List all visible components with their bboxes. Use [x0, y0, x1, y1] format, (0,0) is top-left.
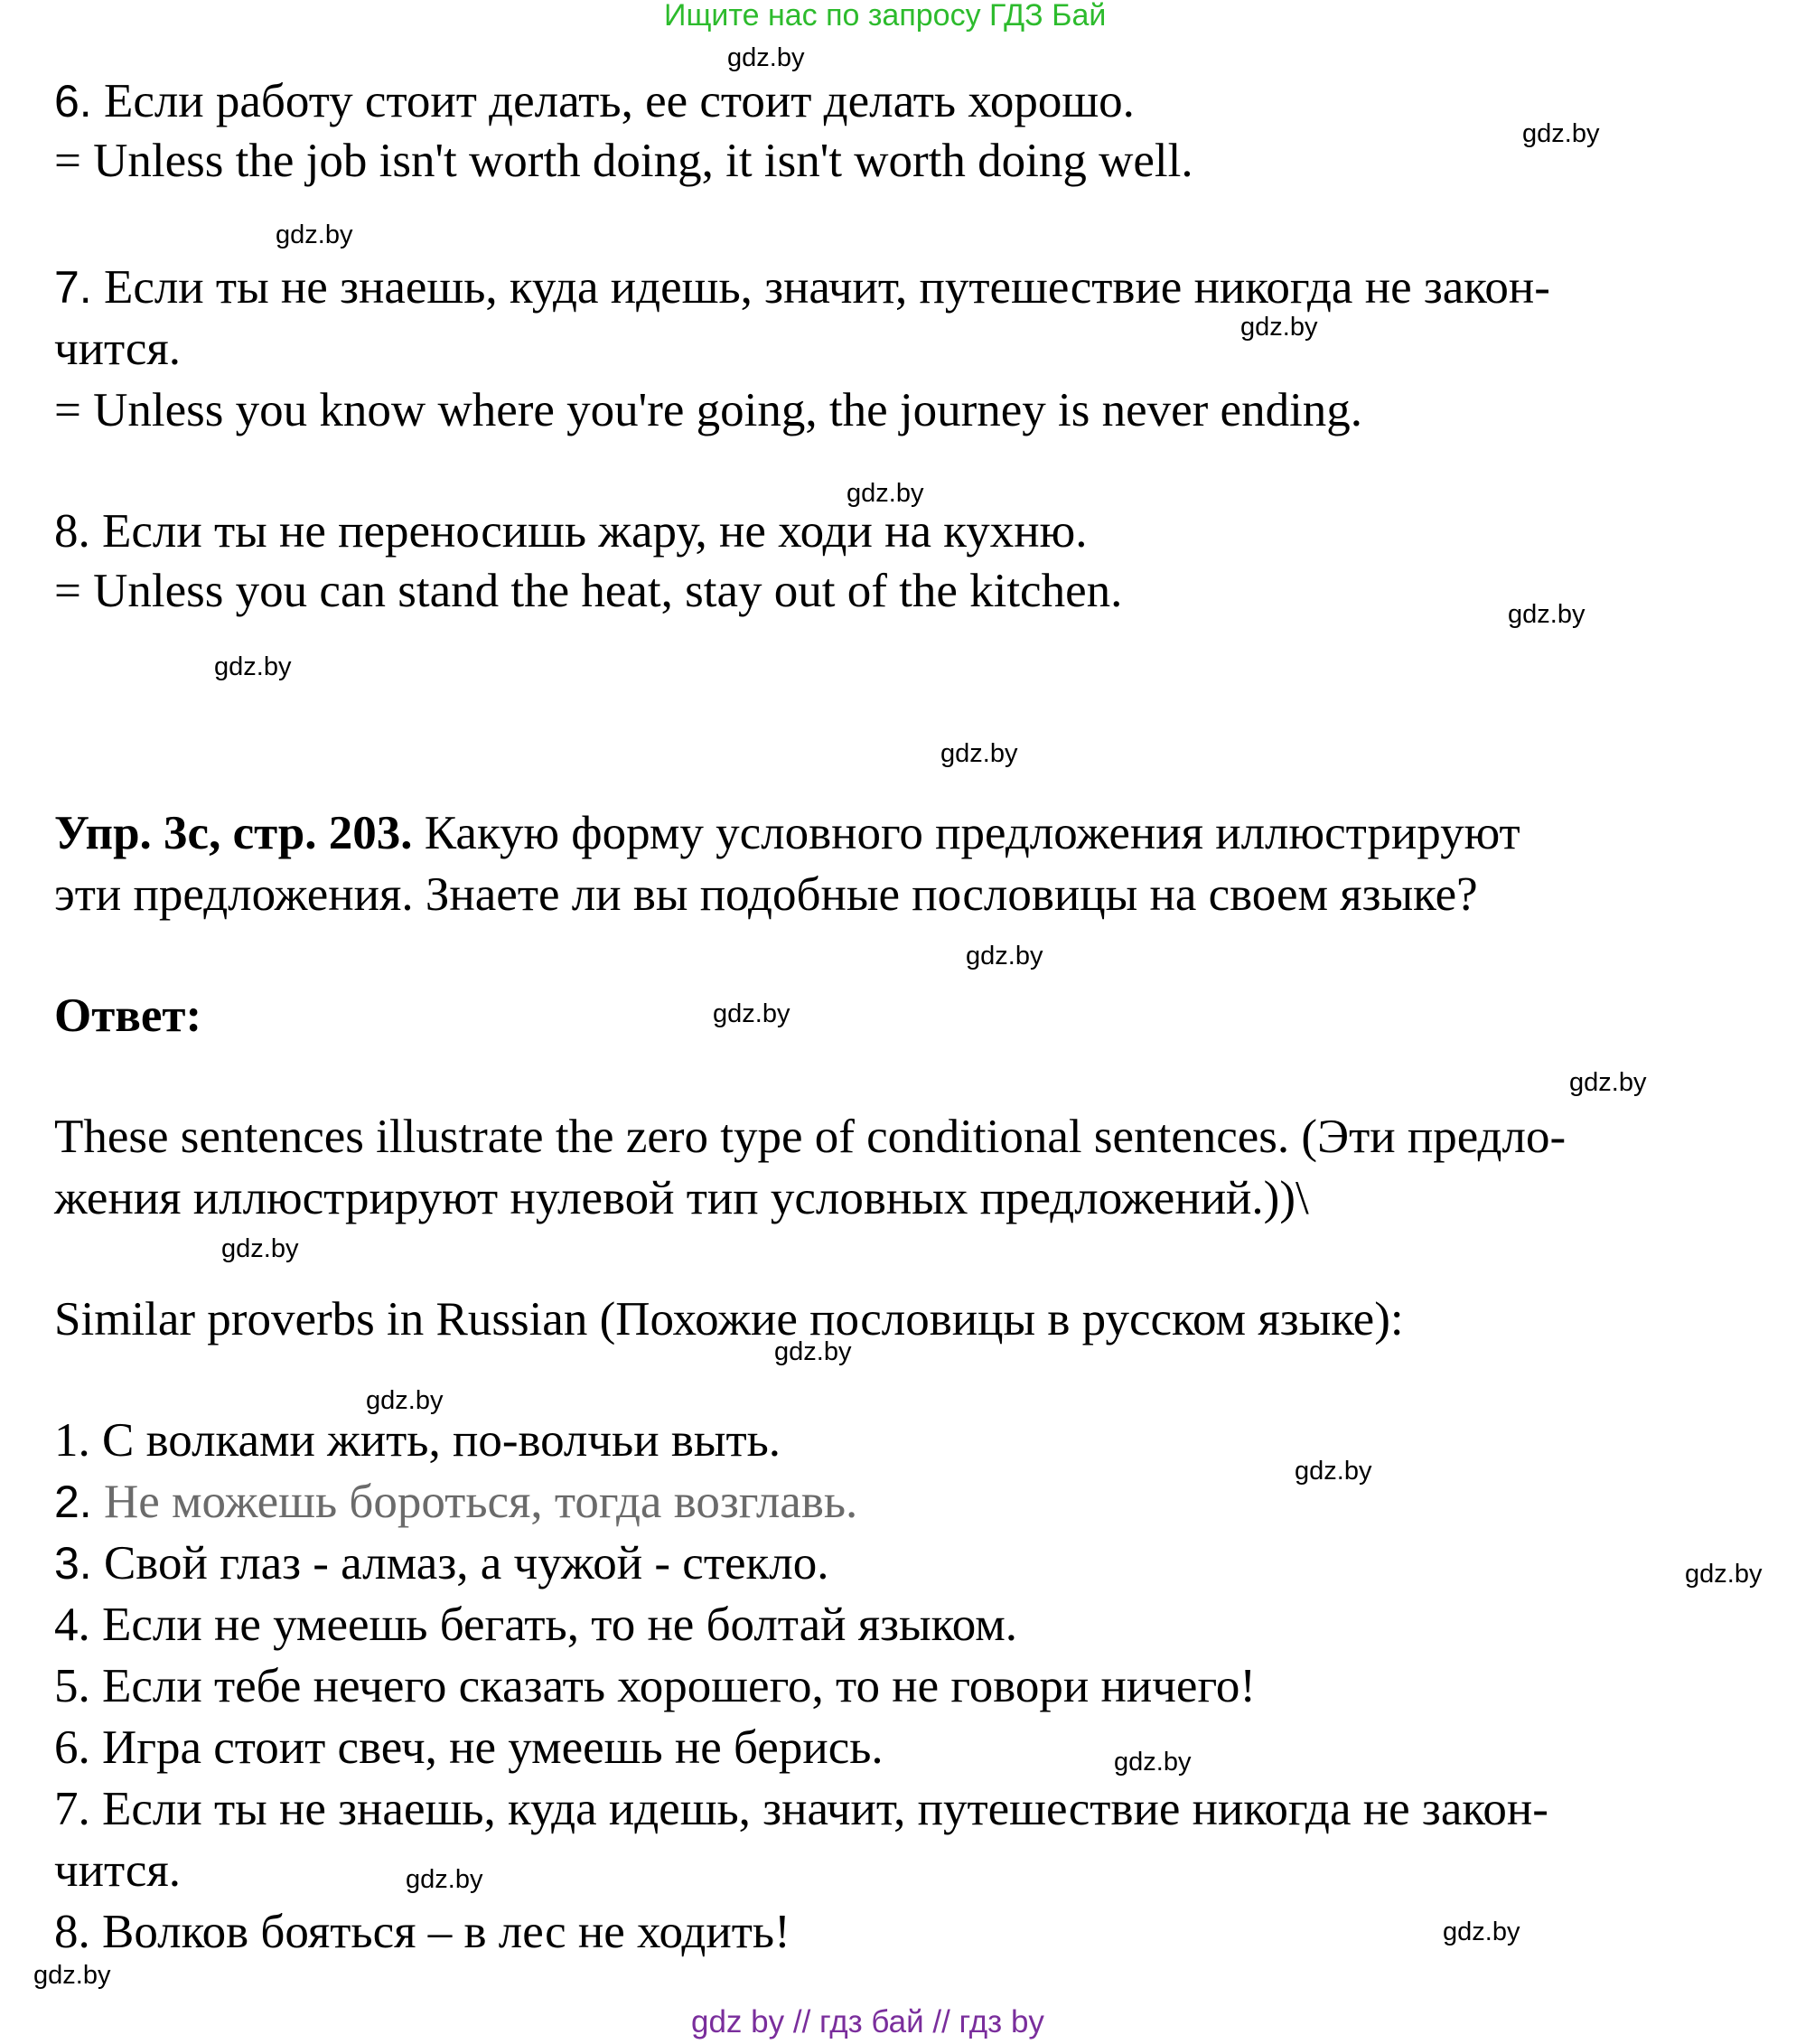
item-6-en: = Unless the job isn't worth doing, it isn't worth doing well.: [54, 135, 1193, 187]
watermark: gdz.by: [847, 479, 924, 508]
item-8-ru: [54, 505, 1088, 558]
proverb-6: [54, 1721, 884, 1774]
watermark: gdz.by: [1240, 313, 1318, 342]
proverb-text: Свой глаз - алмаз, а чужой - стекло.: [103, 1537, 829, 1589]
item-6-ru: [54, 75, 1135, 127]
answer-text-1: These sentences illustrate the zero type of conditional sentences. (Эти предло-: [54, 1111, 1567, 1163]
proverb-text: Волков бояться – в лес не ходить!: [102, 1906, 790, 1958]
proverb-number: 6.: [54, 1721, 90, 1774]
watermark: gdz.by: [940, 739, 1018, 768]
item-7-number: 7.: [54, 262, 92, 313]
exercise-label: Упр. 3c, стр. 203.: [54, 807, 413, 859]
watermark: gdz.by: [1508, 600, 1586, 629]
answer-label: Ответ:: [54, 989, 202, 1042]
proverb-number: 3.: [54, 1538, 92, 1589]
header-banner[interactable]: Ищите нас по запросу ГДЗ Бай: [664, 0, 1107, 33]
watermark: gdz.by: [214, 652, 292, 681]
item-7-en: = Unless you know where you're going, the journey is never ending.: [54, 384, 1363, 436]
exercise-text-1: Какую форму условного предложения иллюстрируют: [424, 807, 1520, 859]
proverb-number: 5.: [54, 1660, 90, 1712]
proverb-number: 4.: [54, 1599, 90, 1651]
proverb-4: [54, 1601, 1017, 1649]
proverb-7-cont: чится.: [54, 1844, 181, 1897]
proverb-3: [54, 1537, 829, 1589]
proverb-8: [54, 1908, 790, 1956]
watermark: gdz.by: [1522, 119, 1600, 148]
watermark: gdz.by: [1443, 1917, 1520, 1946]
item-8-ru-text: Если ты не переносишь жару, не ходи на кухню.: [102, 505, 1088, 558]
proverb-text: С волками жить, по-волчьи выть.: [102, 1414, 781, 1467]
proverb-2: [54, 1478, 857, 1526]
item-7-ru: [54, 261, 1550, 314]
proverb-text: Игра стоит свеч, не умеешь не берись.: [102, 1721, 884, 1774]
item-6-ru-text: Если работу стоит делать, ее стоит делать хорошо.: [103, 75, 1135, 127]
proverb-7: [54, 1783, 1548, 1835]
proverb-text: Если не умеешь бегать, то не болтай языком.: [102, 1599, 1018, 1651]
proverb-5: [54, 1660, 1257, 1712]
watermark: gdz.by: [1685, 1560, 1763, 1589]
item-7-ru-text: Если ты не знаешь, куда идешь, значит, путешествие никогда не закон-: [103, 261, 1550, 314]
proverb-text: Если ты не знаешь, куда идешь, значит, путешествие никогда не закон-: [102, 1783, 1548, 1835]
proverb-number: 7.: [54, 1783, 90, 1835]
watermark: gdz.by: [774, 1337, 852, 1366]
watermark: gdz.by: [276, 220, 353, 249]
watermark: gdz.by: [1114, 1748, 1192, 1777]
proverb-number: 2.: [54, 1477, 92, 1527]
watermark: gdz.by: [727, 43, 805, 72]
item-8-en: = Unless you can stand the heat, stay out of the kitchen.: [54, 565, 1123, 617]
watermark: gdz.by: [713, 999, 790, 1028]
watermark: gdz.by: [366, 1386, 444, 1415]
footer-links[interactable]: gdz by // гдз бай // гдз by: [691, 2004, 1044, 2039]
proverb-number: 1.: [54, 1414, 90, 1467]
watermark: gdz.by: [1569, 1068, 1647, 1097]
proverb-text: Не можешь бороться, тогда возглавь.: [103, 1476, 858, 1528]
proverb-text: Если тебе нечего сказать хорошего, то не говори ничего!: [102, 1660, 1257, 1712]
watermark: gdz.by: [1295, 1457, 1372, 1486]
watermark: gdz.by: [966, 942, 1043, 970]
exercise-text-2: эти предложения. Знаете ли вы подобные пословицы на своем языке?: [54, 868, 1478, 921]
watermark: gdz.by: [406, 1865, 483, 1894]
item-6-number: 6.: [54, 76, 92, 127]
proverb-1: [54, 1414, 781, 1467]
exercise-heading: [54, 807, 1520, 859]
item-7-ru-cont: чится.: [54, 323, 181, 375]
proverb-number: 8.: [54, 1906, 90, 1958]
similar-heading: Similar proverbs in Russian (Похожие пословицы в русском языке):: [54, 1293, 1404, 1345]
watermark: gdz.by: [33, 1961, 111, 1990]
item-8-number: 8.: [54, 505, 90, 558]
answer-text-2: жения иллюстрируют нулевой тип условных предложений.))\: [54, 1172, 1309, 1224]
watermark: gdz.by: [221, 1234, 299, 1263]
